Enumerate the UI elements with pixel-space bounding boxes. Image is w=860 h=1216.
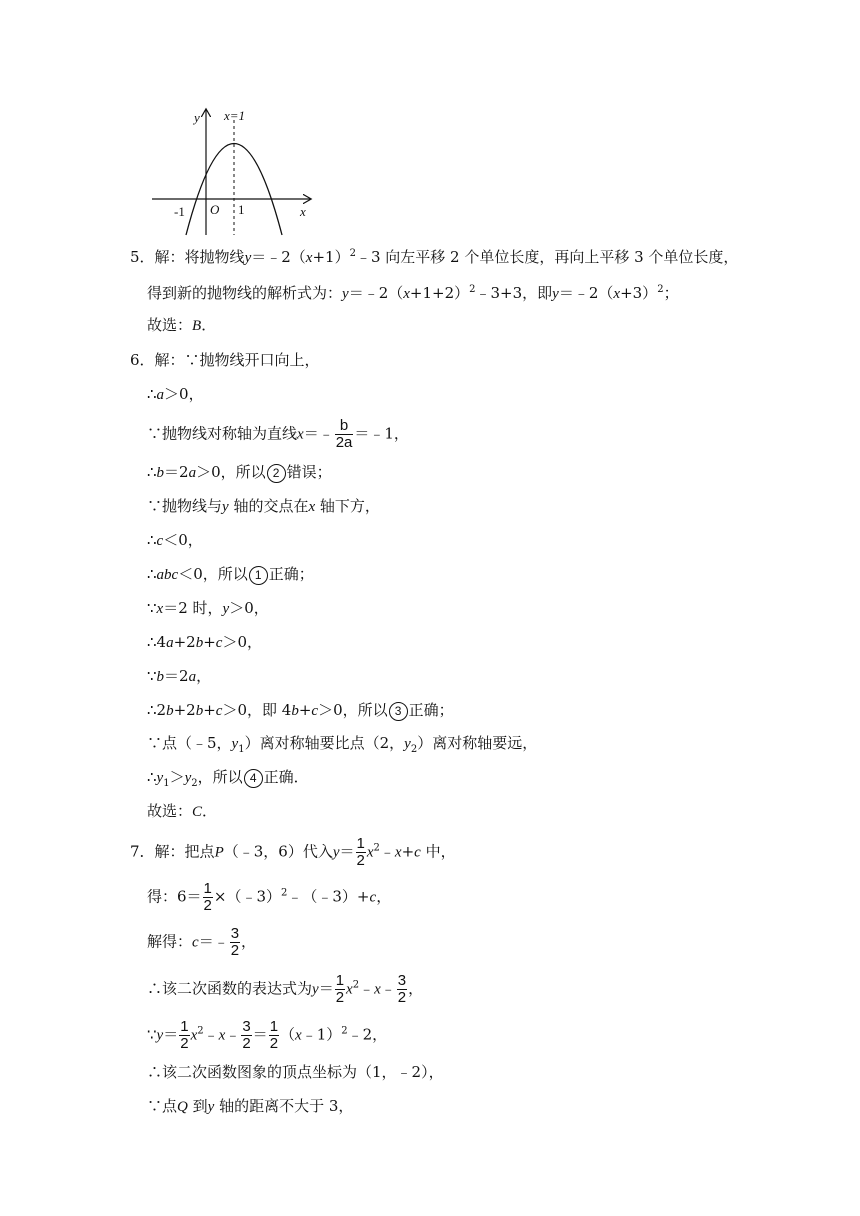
var: a <box>188 669 197 685</box>
var: a <box>156 387 165 403</box>
q6-line2 <box>147 384 204 405</box>
q7-text: 解：把点 <box>154 842 215 861</box>
fraction-one-half <box>335 973 345 1006</box>
tick-1-label: 1 <box>238 202 245 217</box>
q6-text: ∵抛物线与 <box>147 497 223 515</box>
q6-text: ＝﹣1， <box>354 424 409 443</box>
q6-text: 故选： <box>147 802 193 820</box>
answer-letter: C <box>192 804 203 820</box>
x-axis-label: x <box>300 204 306 219</box>
numerator: 3 <box>397 972 407 989</box>
denominator: 2a <box>335 434 353 451</box>
fraction-three-halves <box>230 926 240 959</box>
q6-text: ＞ <box>169 768 185 786</box>
var: y <box>156 1027 164 1044</box>
q6-text: ． <box>202 802 218 820</box>
var: y <box>184 770 192 786</box>
var: c <box>369 889 377 906</box>
q7-text: ﹣ <box>203 1025 219 1044</box>
q6-text: 轴下方， <box>315 497 380 515</box>
exponent: 2 <box>341 1025 348 1037</box>
q7-text: ﹣2， <box>347 1025 388 1044</box>
q7-text: ﹣1） <box>301 1025 342 1044</box>
symmetry-axis-label: x=1 <box>224 108 246 123</box>
var: b <box>195 703 204 719</box>
var: x <box>156 601 164 617</box>
q5-text: 得到新的抛物线的解析式为： <box>147 284 343 302</box>
var: y <box>222 499 229 515</box>
numerator: 1 <box>335 972 345 989</box>
denominator: 2 <box>242 1035 251 1052</box>
q7-text: 轴的距离不大于 3， <box>214 1097 354 1115</box>
q7-text: （﹣3，6）代入 <box>223 842 333 861</box>
fraction-one-half <box>179 1019 189 1052</box>
q6-text: ）离对称轴要比点（2， <box>244 734 405 752</box>
denominator: 2 <box>397 989 407 1006</box>
q7-text: ﹣（﹣3）+ <box>287 887 370 906</box>
q7-line6 <box>147 1062 444 1082</box>
q6-line9 <box>147 632 262 653</box>
q7-text: ＝ <box>252 1025 268 1044</box>
q6-text: + <box>203 633 216 651</box>
q6-text: ＞0，所以 <box>318 701 388 719</box>
q6-text: ＝2 <box>164 463 189 481</box>
q6-text: ∴ <box>147 385 157 403</box>
var-y: y <box>342 286 349 302</box>
q5-text: +3） <box>620 284 658 302</box>
q6-line7 <box>147 564 314 585</box>
var: x <box>394 844 402 861</box>
q7-text: ﹣ <box>379 842 395 861</box>
var: y <box>222 601 230 617</box>
q6-text: ＞0， <box>222 633 263 651</box>
q5-text: +1） <box>312 248 350 266</box>
subscript: 2 <box>410 744 418 755</box>
q6-text: ∴ <box>147 531 157 549</box>
var: x <box>374 981 381 998</box>
q6-text: 正确； <box>268 565 314 583</box>
q6-line12 <box>147 733 537 754</box>
q6-line3 <box>147 418 409 451</box>
denominator: 2 <box>269 1035 279 1052</box>
var-y: y <box>552 286 559 302</box>
q7-text: 中， <box>420 842 456 861</box>
q6-text: ∴ <box>147 463 157 481</box>
q6-text: + <box>203 701 216 719</box>
circled-number: 3 <box>389 702 408 721</box>
q6-text: ＞0，即 4 <box>222 701 292 719</box>
numerator: 3 <box>230 925 240 942</box>
q5-text: 故选： <box>147 316 193 334</box>
q5-number: 5． <box>130 248 155 266</box>
q7-text: ∴该二次函数图象的顶点坐标为（1，﹣2）， <box>147 1063 444 1081</box>
q5-text: ＝﹣2（ <box>348 284 404 302</box>
q6-text: ）离对称轴要远， <box>417 734 538 752</box>
q6-line6 <box>147 530 203 551</box>
q7-line5 <box>147 1019 387 1052</box>
exponent: 2 <box>373 842 380 854</box>
fraction-three-halves <box>397 973 407 1006</box>
numerator: 1 <box>203 880 212 897</box>
q7-text: ＝ <box>163 1025 179 1044</box>
q6-number: 6． <box>130 351 155 369</box>
var: b <box>195 635 204 651</box>
var: c <box>311 703 319 719</box>
subscript: 2 <box>191 778 198 789</box>
var: y <box>231 736 239 752</box>
q6-line13 <box>147 767 309 788</box>
q7-text: 到 <box>187 1097 208 1115</box>
var: b <box>156 669 165 685</box>
q7-text: ×（﹣3） <box>213 887 282 906</box>
q6-line11 <box>147 700 454 721</box>
y-axis-label: y <box>194 110 200 125</box>
q7-text: ＝ <box>318 979 334 998</box>
q7-line7 <box>147 1096 353 1117</box>
exponent: 2 <box>469 284 476 295</box>
q7-line3 <box>147 926 256 959</box>
var-x: x <box>305 250 313 266</box>
q7-text: ， <box>241 932 257 951</box>
circled-number: 1 <box>249 566 268 585</box>
q6-text: ＞0， <box>164 385 204 403</box>
q6-line10 <box>147 666 211 687</box>
q5-answer <box>147 315 216 336</box>
var: a <box>188 465 197 481</box>
q7-line1 <box>130 836 456 869</box>
var: c <box>156 533 164 549</box>
q7-text: ﹣ <box>359 979 375 998</box>
numerator: 1 <box>180 1018 189 1035</box>
var: c <box>414 844 421 861</box>
var: b <box>166 703 174 719</box>
origin-label: O <box>210 202 220 217</box>
q7-text: ﹣ <box>225 1025 241 1044</box>
denominator: 2 <box>230 942 240 959</box>
exponent: 2 <box>197 1025 204 1037</box>
q6-text: 解：∵抛物线开口向上， <box>154 351 320 369</box>
q6-text: 错误； <box>286 463 332 481</box>
circled-number: 4 <box>244 769 263 788</box>
q6-text: ∵ <box>147 599 157 617</box>
q5-text: ＝﹣2（ <box>558 284 614 302</box>
q6-text: ∵ <box>147 667 157 685</box>
q6-text: +2 <box>173 701 196 719</box>
q5-line1 <box>130 247 738 268</box>
q7-text: ＝﹣ <box>198 932 229 951</box>
var: y <box>156 770 164 786</box>
var: x <box>297 426 304 443</box>
q6-text: ＞0，所以 <box>196 463 266 481</box>
var: y <box>312 981 319 998</box>
var: c <box>215 703 223 719</box>
q7-text: ， <box>376 887 392 906</box>
q6-text: ＝2 时， <box>163 599 223 617</box>
q6-line8 <box>147 598 269 619</box>
var: c <box>192 934 199 951</box>
var: abc <box>156 567 179 583</box>
exponent: 2 <box>352 979 360 991</box>
denominator: 2 <box>356 852 365 869</box>
parabola-graph <box>150 100 320 240</box>
q7-text: + <box>401 842 415 861</box>
q6-text: ， <box>196 667 212 685</box>
fraction-one-half <box>203 881 213 914</box>
var: x <box>308 499 316 515</box>
q6-text: ，所以 <box>197 768 243 786</box>
numerator: 1 <box>269 1018 279 1035</box>
q5-text: ﹣3 向左平移 2 个单位长度，再向上平移 3 个单位长度， <box>355 248 739 266</box>
var: x <box>366 844 374 861</box>
var: P <box>214 844 224 861</box>
var: b <box>156 465 165 481</box>
q7-line4 <box>147 973 423 1006</box>
q6-text: 轴的交点在 <box>228 497 309 515</box>
var: c <box>215 635 223 651</box>
q6-text: ∵抛物线对称轴为直线 <box>147 424 298 443</box>
exponent: 2 <box>281 887 288 899</box>
q7-text: ﹣ <box>380 979 396 998</box>
numerator: b <box>335 418 354 435</box>
q7-text: ， <box>408 979 424 998</box>
denominator: 2 <box>203 897 212 914</box>
var: x <box>218 1027 226 1044</box>
exponent: 2 <box>657 284 664 295</box>
q5-text: 解：将抛物线 <box>154 248 245 266</box>
q6-text: ＝﹣ <box>303 424 334 443</box>
q7-text: 解得： <box>147 932 193 951</box>
q6-text: 正确； <box>408 701 454 719</box>
var: x <box>346 981 353 998</box>
tick-neg1-label: -1 <box>174 204 185 219</box>
q7-number: 7． <box>130 842 155 861</box>
q7-text: ∵点 <box>147 1097 178 1115</box>
q6-text: +2 <box>173 633 196 651</box>
q5-text: +1+2） <box>409 284 470 302</box>
q5-line2 <box>147 283 679 304</box>
q6-text: + <box>298 701 312 719</box>
var: y <box>404 736 411 752</box>
fraction-b-over-2a <box>335 418 354 451</box>
q6-text: ＜0，所以 <box>178 565 248 583</box>
q6-answer <box>147 801 217 822</box>
q6-text: ＝2 <box>164 667 189 685</box>
subscript: 1 <box>163 778 170 789</box>
q6-text: ∴4 <box>147 633 167 651</box>
numerator: 3 <box>242 1018 251 1035</box>
exponent: 2 <box>349 248 356 259</box>
circled-number: 2 <box>267 464 286 483</box>
var: Q <box>177 1099 188 1115</box>
var-x: x <box>403 286 410 302</box>
var: x <box>190 1027 198 1044</box>
var: y <box>207 1099 215 1115</box>
q7-text: ∴该二次函数的表达式为 <box>147 979 313 998</box>
var: x <box>295 1027 302 1044</box>
subscript: 1 <box>238 744 245 755</box>
q5-text: ； <box>663 284 679 302</box>
q7-text: （ <box>280 1025 296 1044</box>
denominator: 2 <box>180 1035 189 1052</box>
q6-line5 <box>147 496 380 517</box>
var: y <box>332 844 340 861</box>
q7-text: ∵ <box>147 1025 157 1044</box>
var: b <box>291 703 299 719</box>
q7-text: 得：6＝ <box>147 887 202 906</box>
var-y: y <box>244 250 252 266</box>
q6-line4 <box>147 462 332 483</box>
q6-text: ∵点（﹣5， <box>147 734 232 752</box>
fraction-one-half <box>269 1019 279 1052</box>
q7-line2 <box>147 881 391 914</box>
fraction-one-half <box>356 836 366 869</box>
q6-text: 正确． <box>263 768 309 786</box>
q7-text: ＝ <box>339 842 355 861</box>
q6-text: ∴ <box>147 565 157 583</box>
answer-letter: B <box>192 318 202 334</box>
denominator: 2 <box>335 989 345 1006</box>
q6-text: ∴ <box>147 768 157 786</box>
var-x: x <box>613 286 621 302</box>
q6-text: ∴2 <box>147 701 167 719</box>
q5-text: ﹣3+3，即 <box>475 284 553 302</box>
q5-text: ＝﹣2（ <box>251 248 306 266</box>
q5-text: ． <box>201 316 217 334</box>
numerator: 1 <box>356 835 365 852</box>
q6-text: ＜0， <box>163 531 203 549</box>
fraction-three-halves <box>241 1019 251 1052</box>
var: a <box>166 635 174 651</box>
q6-text: ＞0， <box>229 599 269 617</box>
q6-line1 <box>130 350 320 370</box>
